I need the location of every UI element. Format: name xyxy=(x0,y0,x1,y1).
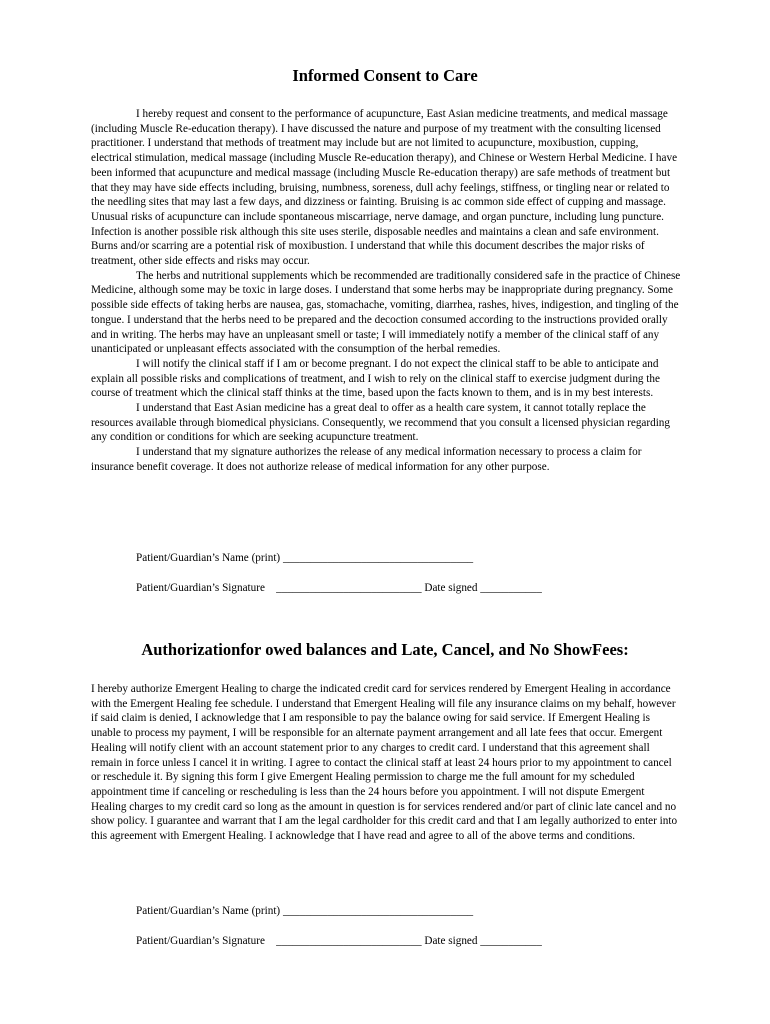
consent-name-field[interactable]: Patient/Guardian’s Name (print) __________________________________ xyxy=(136,552,474,564)
consent-paragraph-release: I understand that my signature authorizes the release of any medical information necessary to process a claim for insurance benefit coverage. It does not authorize release of medical information for any other purpose. xyxy=(91,446,642,473)
consent-paragraph-physician: I understand that East Asian medicine has a great deal to offer as a health care system, it cannot totally replace the resources available through biomedical physicians. Consequently, we recommend that you consult a licensed physician regarding any condition or conditions for which are seeking acupuncture treatment. xyxy=(91,402,670,444)
authorization-body xyxy=(91,682,681,844)
consent-paragraph-herbs: The herbs and nutritional supplements which be recommended are traditionally considered safe in the practice of Chinese Medicine, although some may be toxic in large doses. I understand that some herbs may be inappropriate during pregnancy. Some possible side effects of taking herbs are nausea, gas, stomachache, vomiting, diarrhea, rashes, hives, indigestion, and tingling of the tongue. I understand that the herbs need to be prepared and the decoction consumed according to the instructions provided orally and in writing. The herbs may have an unpleasant smell or taste; I will immediately notify a member of the clinical staff of any unanticipated or unpleasant effects associated with the consumption of the herbal remedies. xyxy=(91,269,681,356)
authorization-paragraph: I hereby authorize Emergent Healing to charge the indicated credit card for services rendered by Emergent Healing in accordance with the Emergent Healing fee schedule. I understand that Emergent Healing will file any insurance claims on my behalf, however if said claim is denied, I acknowledge that I am responsible to pay the balance owing for said service. If Emergent Healing is unable to process my payment, I will be responsible for an alternate payment arrangement and all late fees that occur. Emergent Healing will notify client with an account statement prior to any charges to credit card. I understand that this agreement shall remain in force unless I cancel it in writing. I agree to contact the clinical staff at least 24 hours prior to my appointment to cancel or reschedule it. By signing this form I give Emergent Healing permission to charge me the full amount for my scheduled appointment time if canceling or rescheduling is less than the 24 hours before you appointment. I will not dispute Emergent Healing charges to my credit card so long as the amount in question is for services rendered and/or part of clinic late cancel and no show policy. I guarantee and warrant that I am the legal cardholder for this credit card and that I am legally authorized to enter into this agreement with Emergent Healing. I acknowledge that I have read and agree to all of the above terms and conditions. xyxy=(91,683,678,843)
authorization-signature-field[interactable]: Patient/Guardian’s Signature __________________________ Date signed ___________ xyxy=(136,935,542,947)
consent-signature-field[interactable]: Patient/Guardian’s Signature __________________________ Date signed ___________ xyxy=(136,582,542,594)
consent-paragraph-treatment: I hereby request and consent to the performance of acupuncture, East Asian medicine treatments, and medical massage (including Muscle Re-education therapy). I have discussed the nature and purpose of my treatment with the consulting licensed practitioner. I understand that methods of treatment may include but are not limited to acupuncture, moxibustion, cupping, electrical stimulation, medical massage (including Muscle Re-education therapy), and Chinese or Western Herbal Medicine. I have been informed that acupuncture and medical massage (including Muscle Re-education therapy) are safe methods of treatment but that they may have side effects including, bruising, numbness, soreness, dull achy feelings, stiffness, or tingling near or related to the needling sites that may last a few days, and dizziness or fainting. Bruising is ac common side effect of cupping and massage. Unusual risks of acupuncture can include spontaneous miscarriage, nerve damage, and organ puncture, including lung puncture. Infection is another possible risk although this site uses sterile, disposable needles and maintains a clean and safe environment. Burns and/or scarring are a potential risk of moxibustion. I understand that while this document describes the major risks of treatment, other side effects and risks may occur. xyxy=(91,108,678,268)
authorization-name-field[interactable]: Patient/Guardian’s Name (print) __________________________________ xyxy=(136,905,474,917)
consent-title: Informed Consent to Care xyxy=(292,66,478,85)
consent-paragraph-pregnancy: I will notify the clinical staff if I am or become pregnant. I do not expect the clinical staff to be able to anticipate and explain all possible risks and complications of treatment, and I wish to rely on the clinical staff to exercise judgment during the course of treatment which the clinical staff thinks at the time, based upon the facts known to them, and is in my best interests. xyxy=(91,357,660,400)
consent-body xyxy=(91,107,681,475)
authorization-title: Authorizationfor owed balances and Late, Cancel, and No ShowFees: xyxy=(141,640,629,659)
